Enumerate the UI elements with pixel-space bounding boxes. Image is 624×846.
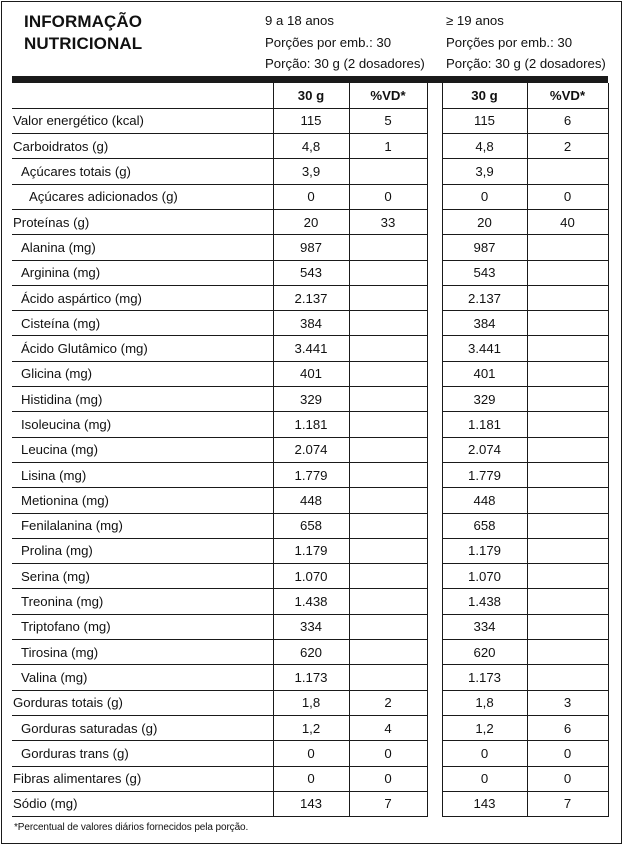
table-row [12, 108, 608, 133]
column-header-amount: 30 g [442, 83, 527, 108]
amount-19-plus: 1.779 [442, 462, 527, 487]
dv-9-18 [349, 437, 427, 462]
dv-19-plus: 6 [527, 108, 608, 133]
table-row [12, 260, 608, 285]
amount-19-plus: 3.441 [442, 336, 527, 361]
dv-9-18 [349, 488, 427, 513]
dv-19-plus: 2 [527, 134, 608, 159]
table-row [12, 336, 608, 361]
nutrient-name: Triptofano (mg) [12, 614, 273, 639]
column-gap [427, 361, 442, 386]
column-gap [427, 589, 442, 614]
amount-19-plus: 4,8 [442, 134, 527, 159]
group-portion: Porção: 30 g (2 dosadores) [265, 56, 425, 71]
column-header-row [12, 83, 608, 108]
amount-19-plus: 329 [442, 387, 527, 412]
column-gap [427, 387, 442, 412]
amount-9-18: 1.070 [273, 564, 349, 589]
dv-9-18: 4 [349, 715, 427, 740]
column-gap [427, 336, 442, 361]
dv-9-18: 0 [349, 741, 427, 766]
amount-19-plus: 20 [442, 209, 527, 234]
dv-9-18 [349, 412, 427, 437]
dv-9-18 [349, 159, 427, 184]
table-row [12, 640, 608, 665]
dv-9-18 [349, 235, 427, 260]
column-gap [427, 640, 442, 665]
dv-19-plus: 0 [527, 741, 608, 766]
table-row [12, 412, 608, 437]
nutrient-name: Carboidratos (g) [12, 134, 273, 159]
column-gap [427, 513, 442, 538]
nutrient-name: Prolina (mg) [12, 538, 273, 563]
table-row [12, 665, 608, 690]
dv-9-18 [349, 387, 427, 412]
nutrient-name: Valina (mg) [12, 665, 273, 690]
amount-19-plus: 1.173 [442, 665, 527, 690]
column-gap [427, 260, 442, 285]
title-line-1: INFORMAÇÃO [24, 12, 143, 31]
nutrient-name: Fenilalanina (mg) [12, 513, 273, 538]
dv-9-18 [349, 589, 427, 614]
dv-9-18 [349, 538, 427, 563]
nutrient-name: Tirosina (mg) [12, 640, 273, 665]
dv-19-plus [527, 538, 608, 563]
nutrient-name: Proteínas (g) [12, 209, 273, 234]
nutrient-name: Gorduras saturadas (g) [12, 715, 273, 740]
dv-9-18: 5 [349, 108, 427, 133]
table-row [12, 538, 608, 563]
table-row [12, 387, 608, 412]
column-gap [427, 538, 442, 563]
table-row [12, 690, 608, 715]
amount-9-18: 143 [273, 791, 349, 816]
nutrient-name: Lisina (mg) [12, 462, 273, 487]
dv-19-plus [527, 412, 608, 437]
nutrient-name: Alanina (mg) [12, 235, 273, 260]
amount-19-plus: 334 [442, 614, 527, 639]
table-row [12, 564, 608, 589]
dv-19-plus [527, 311, 608, 336]
column-header-amount: 30 g [273, 83, 349, 108]
table-row [12, 209, 608, 234]
amount-9-18: 0 [273, 184, 349, 209]
table-row [12, 285, 608, 310]
table-row [12, 437, 608, 462]
table-row [12, 741, 608, 766]
table-row [12, 159, 608, 184]
table-row [12, 361, 608, 386]
column-header-dv: %VD* [349, 83, 427, 108]
dv-9-18: 0 [349, 184, 427, 209]
dv-9-18 [349, 336, 427, 361]
amount-19-plus: 143 [442, 791, 527, 816]
nutrient-name: Arginina (mg) [12, 260, 273, 285]
nutrient-name: Ácido Glutâmico (mg) [12, 336, 273, 361]
table-row [12, 311, 608, 336]
dv-9-18 [349, 462, 427, 487]
amount-19-plus: 448 [442, 488, 527, 513]
column-gap [427, 488, 442, 513]
table-row [12, 614, 608, 639]
table-row [12, 715, 608, 740]
amount-19-plus: 0 [442, 184, 527, 209]
dv-19-plus [527, 564, 608, 589]
group-header-19-plus [446, 10, 606, 75]
nutrient-name: Histidina (mg) [12, 387, 273, 412]
amount-19-plus: 987 [442, 235, 527, 260]
column-gap [427, 741, 442, 766]
amount-19-plus: 3,9 [442, 159, 527, 184]
group-portion: Porção: 30 g (2 dosadores) [446, 56, 606, 71]
table-row [12, 791, 608, 816]
dv-19-plus [527, 159, 608, 184]
amount-19-plus: 115 [442, 108, 527, 133]
column-gap [427, 184, 442, 209]
dv-9-18 [349, 665, 427, 690]
dv-19-plus: 0 [527, 766, 608, 791]
amount-9-18: 620 [273, 640, 349, 665]
dv-9-18 [349, 564, 427, 589]
column-gap [427, 715, 442, 740]
column-gap [427, 564, 442, 589]
nutrient-name: Cisteína (mg) [12, 311, 273, 336]
nutrient-name: Glicina (mg) [12, 361, 273, 386]
dv-19-plus [527, 260, 608, 285]
dv-19-plus: 6 [527, 715, 608, 740]
amount-19-plus: 1.070 [442, 564, 527, 589]
column-gap [427, 462, 442, 487]
group-servings: Porções por emb.: 30 [265, 34, 392, 50]
nutrient-name: Metionina (mg) [12, 488, 273, 513]
group-header-9-18 [265, 10, 425, 75]
amount-9-18: 1.179 [273, 538, 349, 563]
dv-9-18 [349, 640, 427, 665]
column-gap [427, 690, 442, 715]
column-gap [427, 437, 442, 462]
nutrient-name: Açúcares totais (g) [12, 159, 273, 184]
amount-9-18: 0 [273, 766, 349, 791]
amount-9-18: 2.074 [273, 437, 349, 462]
column-gap [427, 159, 442, 184]
nutrient-name: Açúcares adicionados (g) [12, 184, 273, 209]
nutrition-table [12, 83, 609, 817]
amount-19-plus: 0 [442, 766, 527, 791]
amount-19-plus: 2.137 [442, 285, 527, 310]
group-age: ≥ 19 anos [446, 13, 504, 28]
dv-9-18 [349, 311, 427, 336]
amount-9-18: 1.438 [273, 589, 349, 614]
column-gap [427, 311, 442, 336]
nutrient-name: Fibras alimentares (g) [12, 766, 273, 791]
nutrient-name: Valor energético (kcal) [12, 108, 273, 133]
amount-9-18: 2.137 [273, 285, 349, 310]
dv-9-18 [349, 614, 427, 639]
column-gap [427, 766, 442, 791]
nutrient-name: Leucina (mg) [12, 437, 273, 462]
column-gap [427, 285, 442, 310]
amount-9-18: 448 [273, 488, 349, 513]
amount-9-18: 1,2 [273, 715, 349, 740]
table-row [12, 488, 608, 513]
amount-19-plus: 1.438 [442, 589, 527, 614]
amount-9-18: 1.181 [273, 412, 349, 437]
table-row [12, 462, 608, 487]
amount-9-18: 384 [273, 311, 349, 336]
column-gap [427, 665, 442, 690]
dv-19-plus [527, 488, 608, 513]
table-row [12, 134, 608, 159]
column-gap [427, 791, 442, 816]
amount-19-plus: 401 [442, 361, 527, 386]
group-servings: Porções por emb.: 30 [446, 34, 573, 50]
dv-9-18 [349, 361, 427, 386]
dv-9-18: 2 [349, 690, 427, 715]
amount-19-plus: 1,2 [442, 715, 527, 740]
amount-9-18: 4,8 [273, 134, 349, 159]
amount-9-18: 401 [273, 361, 349, 386]
nutrient-name: Ácido aspártico (mg) [12, 285, 273, 310]
amount-9-18: 0 [273, 741, 349, 766]
column-header-blank [12, 83, 273, 108]
column-gap [427, 235, 442, 260]
amount-9-18: 115 [273, 108, 349, 133]
dv-19-plus [527, 336, 608, 361]
dv-19-plus: 3 [527, 690, 608, 715]
table-row [12, 589, 608, 614]
nutrient-name: Sódio (mg) [12, 791, 273, 816]
amount-9-18: 543 [273, 260, 349, 285]
amount-9-18: 658 [273, 513, 349, 538]
title-line-2: NUTRICIONAL [24, 34, 143, 53]
dv-19-plus: 7 [527, 791, 608, 816]
dv-19-plus: 0 [527, 184, 608, 209]
amount-9-18: 1.779 [273, 462, 349, 487]
amount-9-18: 329 [273, 387, 349, 412]
table-row [12, 513, 608, 538]
dv-9-18 [349, 513, 427, 538]
dv-19-plus [527, 589, 608, 614]
dv-19-plus: 40 [527, 209, 608, 234]
dv-19-plus [527, 614, 608, 639]
table-row [12, 766, 608, 791]
dv-19-plus [527, 285, 608, 310]
amount-9-18: 20 [273, 209, 349, 234]
nutrient-name: Treonina (mg) [12, 589, 273, 614]
table-row [12, 184, 608, 209]
dv-19-plus [527, 235, 608, 260]
amount-19-plus: 384 [442, 311, 527, 336]
column-gap [427, 412, 442, 437]
amount-19-plus: 0 [442, 741, 527, 766]
dv-19-plus [527, 640, 608, 665]
label-title [24, 11, 244, 55]
column-gap [427, 209, 442, 234]
dv-19-plus [527, 361, 608, 386]
dv-9-18: 0 [349, 766, 427, 791]
nutrient-name: Gorduras totais (g) [12, 690, 273, 715]
amount-19-plus: 1.179 [442, 538, 527, 563]
amount-19-plus: 1.181 [442, 412, 527, 437]
dv-9-18 [349, 260, 427, 285]
table-row [12, 235, 608, 260]
amount-19-plus: 2.074 [442, 437, 527, 462]
footnote: *Percentual de valores diários fornecidos pela porção. [14, 822, 249, 833]
amount-9-18: 1,8 [273, 690, 349, 715]
column-gap [427, 614, 442, 639]
dv-19-plus [527, 437, 608, 462]
nutrient-name: Gorduras trans (g) [12, 741, 273, 766]
amount-9-18: 334 [273, 614, 349, 639]
amount-19-plus: 620 [442, 640, 527, 665]
header-thick-rule [12, 76, 608, 83]
dv-9-18: 33 [349, 209, 427, 234]
amount-19-plus: 543 [442, 260, 527, 285]
dv-9-18: 7 [349, 791, 427, 816]
amount-9-18: 3.441 [273, 336, 349, 361]
column-gap [427, 108, 442, 133]
amount-19-plus: 1,8 [442, 690, 527, 715]
dv-19-plus [527, 665, 608, 690]
nutrient-name: Serina (mg) [12, 564, 273, 589]
group-age: 9 a 18 anos [265, 13, 334, 28]
column-header-dv: %VD* [527, 83, 608, 108]
column-gap [427, 83, 442, 108]
dv-9-18 [349, 285, 427, 310]
amount-9-18: 3,9 [273, 159, 349, 184]
dv-19-plus [527, 387, 608, 412]
label-header [0, 0, 624, 80]
dv-19-plus [527, 462, 608, 487]
column-gap [427, 134, 442, 159]
dv-9-18: 1 [349, 134, 427, 159]
amount-9-18: 987 [273, 235, 349, 260]
amount-9-18: 1.173 [273, 665, 349, 690]
dv-19-plus [527, 513, 608, 538]
nutrient-name: Isoleucina (mg) [12, 412, 273, 437]
amount-19-plus: 658 [442, 513, 527, 538]
